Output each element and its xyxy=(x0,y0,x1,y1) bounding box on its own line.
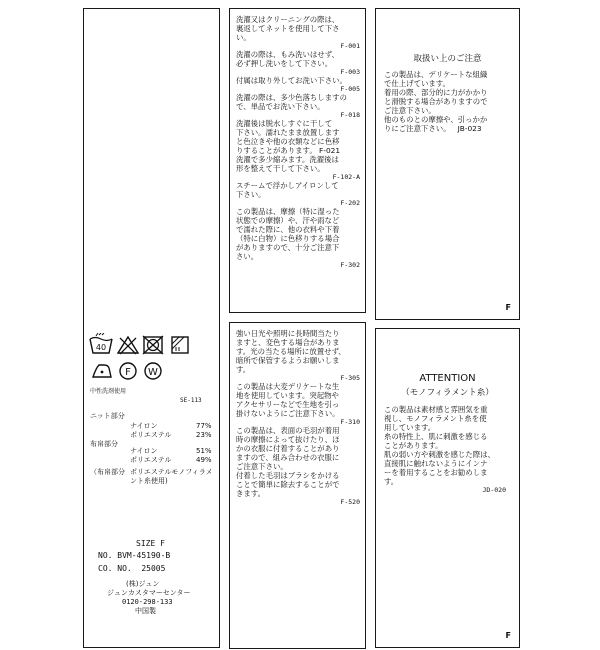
caution-line: 暗所で保管するようお願いしま xyxy=(236,356,340,365)
co-number: CO. NO. 25005 xyxy=(98,564,166,573)
attention-line: す。 xyxy=(384,477,399,486)
attention-text xyxy=(384,405,514,495)
cloth-note-line2: ント糸使用) xyxy=(130,477,168,485)
wet-clean-letter: W xyxy=(148,367,158,378)
attention-code: JD-020 xyxy=(482,486,506,494)
handling-title: 取扱い上のご注意 xyxy=(413,54,482,64)
wash-line: で、単品でお洗い下さい。 xyxy=(236,102,325,111)
caution-line: ますので、組み合わせの衣服に xyxy=(236,453,340,462)
attention-line: 用しています。 xyxy=(384,423,436,432)
attention-title: ATTENTION xyxy=(419,373,476,384)
caution-block xyxy=(236,426,360,506)
cloth-pct-1: 51% xyxy=(196,447,212,455)
caution-instructions xyxy=(236,329,360,506)
wash-line: 下さい。濡れたまま放置します xyxy=(236,128,340,137)
cloth-note-label: （布帛部分 xyxy=(90,468,125,476)
wash-code: F-302 xyxy=(340,261,360,269)
wash-line: で濡れた際に、他の衣料や下着 xyxy=(236,225,340,234)
caution-line: 掛けないようにご注意下さい。 xyxy=(236,409,340,418)
cloth-pct-2: 49% xyxy=(196,456,212,464)
caution-line: ますと、変色する場合がありま xyxy=(236,338,340,347)
wash-code: F-102-A xyxy=(332,173,360,181)
knit-material-1: ナイロン xyxy=(130,422,158,430)
wash-instructions-label xyxy=(229,8,366,313)
knit-label: ニット部分 xyxy=(90,412,125,420)
wash-code: F-003 xyxy=(340,68,360,76)
handling-line: ご注意下さい。 xyxy=(384,106,436,115)
wash-line: 付属は取り外してお洗い下さい。 xyxy=(236,76,347,85)
wet-clean-w-icon xyxy=(143,361,163,381)
wash-line: 洗濯で多少縮みます。洗濯後は xyxy=(236,155,339,164)
attention-corner-mark: F xyxy=(505,631,511,640)
knit-pct-2: 23% xyxy=(196,431,212,439)
wash-block xyxy=(236,76,360,93)
wash-block xyxy=(236,15,360,50)
handling-line: 他のものとの摩擦や、引っかか xyxy=(384,115,488,124)
caution-line: 強い日光や照明に長時間当たり xyxy=(236,329,340,338)
wash-block xyxy=(236,207,360,269)
cloth-label: 布帛部分 xyxy=(90,440,118,448)
attention-line: 直接肌に触れないようにインナ xyxy=(384,459,488,468)
caution-block xyxy=(236,329,360,382)
wash-line: りすることがあります。 F-021 xyxy=(236,146,341,155)
wash-line: がありますので、十分ご注意下 xyxy=(236,243,340,252)
caution-line: きます。 xyxy=(236,489,265,498)
dry-clean-f-icon xyxy=(118,361,138,381)
caution-line: ご注意下さい。 xyxy=(236,462,288,471)
wash-line: （特に白物）に色移りする場合 xyxy=(236,234,340,243)
caution-line: かの衣服に付着することがあり xyxy=(236,444,340,453)
cloth-note-line1: ポリエステルモノフィラメ xyxy=(130,468,213,476)
country-of-origin: 中国製 xyxy=(135,607,156,615)
wash-line: 洗濯又はクリーニングの際は、 xyxy=(236,15,340,24)
company-name: (株)ジュン xyxy=(126,580,160,588)
wash-code: F-018 xyxy=(340,111,360,119)
wash-line: 必ず押し洗いをして下さい。 xyxy=(236,59,333,68)
wash-instructions xyxy=(236,15,360,269)
attention-line: この製品は素材感と雰囲気を重 xyxy=(384,405,488,414)
care-code: SE-113 xyxy=(180,397,202,404)
wash-block xyxy=(236,93,360,119)
no-tumble-dry-icon xyxy=(142,335,164,355)
customer-center: ジュンカスタマーセンター xyxy=(107,589,191,597)
caution-line: この製品は、表面の毛羽が着用 xyxy=(236,426,340,435)
caution-code: F-520 xyxy=(340,498,360,506)
attention-subtitle: （モノフィラメント糸） xyxy=(401,388,494,398)
attention-line: ーを着用することをお勧めしま xyxy=(384,468,488,477)
wash-code: F-202 xyxy=(340,199,360,207)
caution-line: す。 xyxy=(236,365,251,374)
handling-corner-mark: F xyxy=(505,303,511,312)
iron-low-temp-icon xyxy=(90,362,114,380)
wash-line: と色泣きや他の衣類などに色移 xyxy=(236,137,340,146)
caution-line: ことで簡単に除去することがで xyxy=(236,480,340,489)
wash-block xyxy=(236,119,360,181)
no-bleach-icon xyxy=(117,335,139,355)
caution-line: アクセサリーなどで生地を引っ xyxy=(236,400,340,409)
wash-line: 下さい。 xyxy=(236,190,266,199)
wash-line: 洗濯の際は、多少色落ちしますの xyxy=(236,93,347,102)
wash-block xyxy=(236,181,360,207)
product-number: NO. BVM-45190-B xyxy=(98,551,171,560)
handling-label xyxy=(375,8,520,320)
caution-line: す。光の当たる場所に放置せず、 xyxy=(236,347,346,356)
wash-code: F-005 xyxy=(340,85,360,93)
caution-line: 地を使用しています。突起物や xyxy=(236,391,339,400)
caution-code: F-305 xyxy=(340,374,360,382)
wash-line: さい。 xyxy=(236,252,259,261)
cloth-material-1: ナイロン xyxy=(130,447,158,455)
wash-line: 洗濯後は脱水しすぐに干して xyxy=(236,119,333,128)
wash-line: 洗濯の際は、もみ洗いはせず、 xyxy=(236,50,339,59)
wash-line: スチームで浮かしアイロンして xyxy=(236,181,339,190)
caution-line: 時の摩擦によって抜けたり、ほ xyxy=(236,435,340,444)
attention-line: 糸の特性上、肌に刺激を感じる xyxy=(384,432,488,441)
wash-line: この製品は、摩擦（特に湿った xyxy=(236,207,340,216)
caution-code: F-310 xyxy=(340,418,360,426)
handling-line: 着用の際、部分的に力がかかり xyxy=(384,88,488,97)
handling-line: で仕上げています。 xyxy=(384,79,450,88)
detergent-note: 中性洗剤使用 xyxy=(90,388,127,395)
handling-line: と滑脱する場合がありますので xyxy=(384,97,488,106)
caution-line: この製品は大変デリケートな生 xyxy=(236,382,340,391)
wash-line: 状態での摩擦）や、汗や雨など xyxy=(236,216,340,225)
caution-block xyxy=(236,382,360,426)
attention-line: ことがあります。 xyxy=(384,441,443,450)
line-dry-shade-icon xyxy=(170,335,190,355)
handling-text xyxy=(384,70,514,133)
handling-line: この製品は、デリケートな組織 xyxy=(384,70,488,79)
attention-label xyxy=(375,328,520,648)
attention-line: 肌の弱い方や刺激を感じた際は、 xyxy=(384,450,495,459)
cloth-material-2: ポリエステル xyxy=(130,456,172,464)
size-text: SIZE F xyxy=(136,539,165,548)
handling-line: りにご注意下さい。 JB-023 xyxy=(384,124,482,133)
caution-line: 付着した毛羽はブラシをかける xyxy=(236,471,340,480)
wash-code: F-001 xyxy=(340,42,360,50)
dry-clean-letter: F xyxy=(125,367,131,378)
care-label xyxy=(83,8,220,648)
hand-wash-40-icon xyxy=(88,333,114,355)
wash-line: 形を整えて干して下さい。 xyxy=(236,164,325,173)
knit-material-2: ポリエステル xyxy=(130,431,172,439)
wash-line: 裏返してネットを使用して下さ xyxy=(236,24,340,33)
phone-number: 0120-298-133 xyxy=(122,598,173,606)
wash-temp-text: 40 xyxy=(95,343,107,352)
attention-line: 視し、モノフィラメント糸を使 xyxy=(384,414,487,423)
wash-line: い。 xyxy=(236,33,251,42)
caution-label xyxy=(229,322,366,649)
knit-pct-1: 77% xyxy=(196,422,212,430)
wash-block xyxy=(236,50,360,76)
